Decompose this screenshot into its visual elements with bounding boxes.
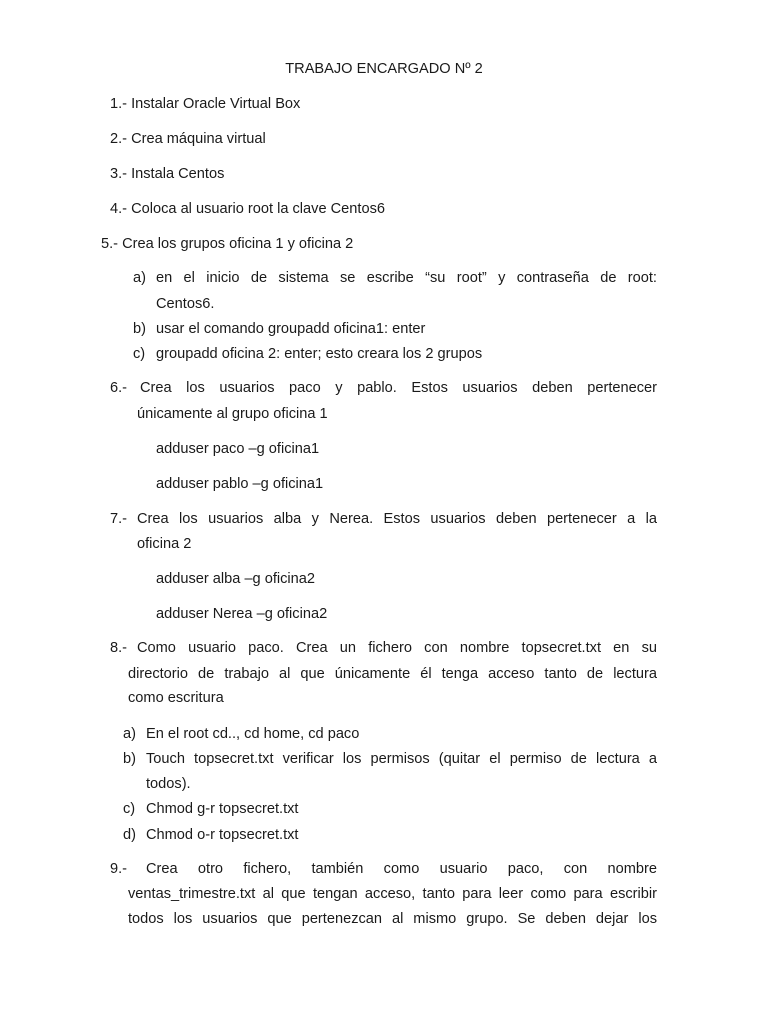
- item-5b-text: usar el comando groupadd oficina1: enter: [156, 321, 426, 337]
- item-6-number: 6.-: [110, 380, 128, 396]
- item-7-command-1: adduser alba –g oficina2: [156, 571, 316, 587]
- item-8c-text: Chmod g-r topsecret.txt: [146, 801, 299, 817]
- item-6-line-2: únicamente al grupo oficina 1: [137, 406, 328, 422]
- item-8b-marker: b): [123, 751, 136, 767]
- item-5c-text: groupadd oficina 2: enter; esto creara los 2 grupos: [156, 346, 483, 362]
- item-5a-line-2: Centos6.: [156, 296, 215, 312]
- item-7-command-2: adduser Nerea –g oficina2: [156, 606, 328, 622]
- item-8a-text: En el root cd.., cd home, cd paco: [146, 726, 360, 742]
- item-3: 3.- Instala Centos: [110, 166, 225, 182]
- item-6-line-1: Crea los usuarios paco y pablo. Estos usuarios deben pertenecer: [140, 380, 657, 396]
- item-8b-line-1: Touch topsecret.txt verificar los permisos (quitar el permiso de lectura a: [146, 751, 657, 767]
- item-8-line-2: directorio de trabajo al que únicamente él tenga acceso tanto de lectura: [128, 666, 657, 682]
- item-7-line-2: oficina 2: [137, 536, 192, 552]
- item-4: 4.- Coloca al usuario root la clave Centos6: [110, 201, 385, 217]
- item-5a-marker: a): [133, 270, 146, 286]
- item-8d-text: Chmod o-r topsecret.txt: [146, 827, 299, 843]
- item-5b-marker: b): [133, 321, 146, 337]
- item-9-line-3: todos los usuarios que pertenezcan al mismo grupo. Se deben dejar los: [128, 911, 657, 927]
- item-8-line-1: Como usuario paco. Crea un fichero con nombre topsecret.txt en su: [137, 640, 657, 656]
- item-8c-marker: c): [123, 801, 136, 817]
- item-6-command-1: adduser paco –g oficina1: [156, 441, 320, 457]
- item-9-line-1: Crea otro fichero, también como usuario paco, con nombre: [146, 861, 657, 877]
- item-6-command-2: adduser pablo –g oficina1: [156, 476, 324, 492]
- item-7-number: 7.-: [110, 511, 128, 527]
- item-9-number: 9.-: [110, 861, 128, 877]
- item-5c-marker: c): [133, 346, 146, 362]
- document-title: TRABAJO ENCARGADO Nº 2: [285, 61, 483, 77]
- item-5a-line-1: en el inicio de sistema se escribe “su root” y contraseña de root:: [156, 270, 657, 286]
- item-7-line-1: Crea los usuarios alba y Nerea. Estos usuarios deben pertenecer a la: [137, 511, 657, 527]
- item-8d-marker: d): [123, 827, 136, 843]
- item-9-line-2: ventas_trimestre.txt al que tengan acceso, tanto para leer como para escribir: [128, 886, 657, 902]
- item-8b-line-2: todos).: [146, 776, 191, 792]
- item-8-line-3: como escritura: [128, 690, 224, 706]
- item-8-number: 8.-: [110, 640, 128, 656]
- item-1: 1.- Instalar Oracle Virtual Box: [110, 96, 301, 112]
- item-2: 2.- Crea máquina virtual: [110, 131, 266, 147]
- item-5: 5.- Crea los grupos oficina 1 y oficina 2: [101, 236, 354, 252]
- item-8a-marker: a): [123, 726, 136, 742]
